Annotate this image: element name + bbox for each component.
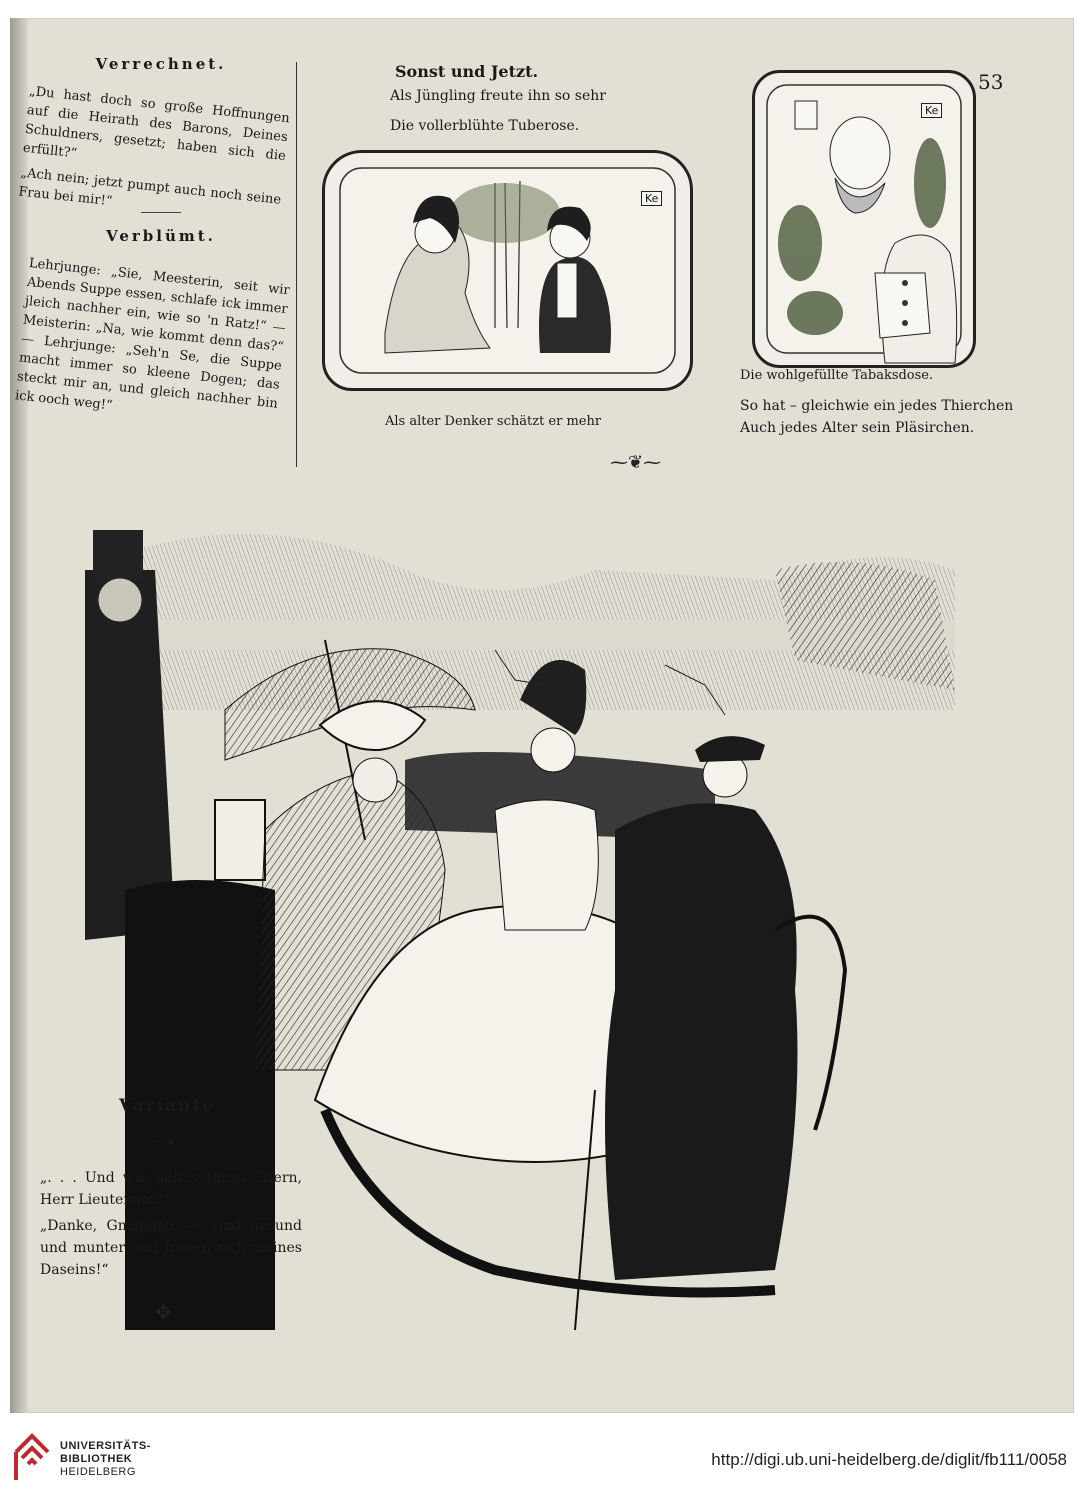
source-url-link[interactable]: http://digi.ub.uni-heidelberg.de/diglit/fb111/0058 bbox=[711, 1450, 1067, 1469]
section-title-verrechnet: Verrechnet. bbox=[95, 55, 227, 73]
small-ornament: ~❦~ bbox=[155, 1135, 187, 1149]
page-number: 53 bbox=[978, 70, 1004, 94]
caption-youth: Als alter Denker schätzt er mehr bbox=[385, 414, 602, 429]
ornament-divider: ⁓❦⁓ bbox=[610, 452, 662, 473]
library-logo-icon bbox=[12, 1432, 52, 1484]
verrechnet-paragraph-2: „Ach nein; jetzt pumpt auch noch seine Frau bei mir!“ bbox=[17, 165, 282, 210]
old-man-illustration bbox=[752, 70, 976, 368]
variante-title: Variante. bbox=[118, 1096, 224, 1116]
poem-line-1: Als Jüngling freute ihn so sehr bbox=[390, 88, 606, 104]
verbluemt-text bbox=[14, 254, 290, 433]
verbluemt-paragraph-1: Lehrjunge: „Sie, Meesterin, seit wir Abends Suppe essen, schlafe ick immer jleich nachher ein, wie so 'n Ratz!“ — Meisterin: „Na, wie kommt denn das?“ — Lehrjunge: „Seh'n Se, die Suppe macht immer so kleene Dogen; das steckt mir an, und gleich nachher bin ick ooch weg!“ bbox=[14, 255, 291, 414]
caption-old-man: Die wohlgefüllte Tabaksdose. bbox=[740, 368, 934, 383]
variante-paragraph-2: „Danke, Gnädigste — sind gesund und munter und freuen sich meines Daseins!“ bbox=[40, 1218, 302, 1278]
section-title-verbluemt: Verblümt. bbox=[106, 227, 216, 245]
poem-line-5: So hat – gleichwie ein jedes Thierchen bbox=[740, 398, 1014, 414]
verrechnet-text bbox=[17, 82, 290, 229]
poem-line-2: Die vollerblühte Tuberose. bbox=[390, 118, 580, 134]
bottom-ornament: ✥ bbox=[155, 1300, 172, 1324]
youth-couple-drawing bbox=[325, 153, 690, 388]
column-divider bbox=[296, 62, 297, 467]
poem-line-6: Auch jedes Alter sein Pläsirchen. bbox=[740, 420, 975, 436]
youth-couple-illustration bbox=[322, 150, 693, 391]
variante-section bbox=[40, 1095, 302, 1285]
variante-paragraph-1: „. . . Und wie geht's Ihren Eltern, Herr Lieutenant?“ bbox=[40, 1170, 302, 1208]
library-name-line-1: UNIVERSITÄTS- bbox=[60, 1440, 151, 1452]
library-footer bbox=[0, 1418, 1081, 1505]
library-name bbox=[60, 1440, 151, 1479]
monogram-ke-old: Ke bbox=[921, 103, 942, 118]
library-name-line-2: BIBLIOTHEK bbox=[60, 1453, 133, 1465]
library-name-line-3: HEIDELBERG bbox=[60, 1466, 136, 1478]
poem-title: Sonst und Jetzt. bbox=[395, 62, 539, 81]
monogram-ke: Ke bbox=[641, 191, 662, 206]
verrechnet-paragraph-1: „Du hast doch so große Hoffnungen auf die Heirath des Barons, Deines Schuldners, gesetzt; haben sich die erfüllt?“ bbox=[22, 83, 291, 165]
left-column bbox=[14, 55, 292, 414]
page-gutter bbox=[10, 18, 28, 1413]
